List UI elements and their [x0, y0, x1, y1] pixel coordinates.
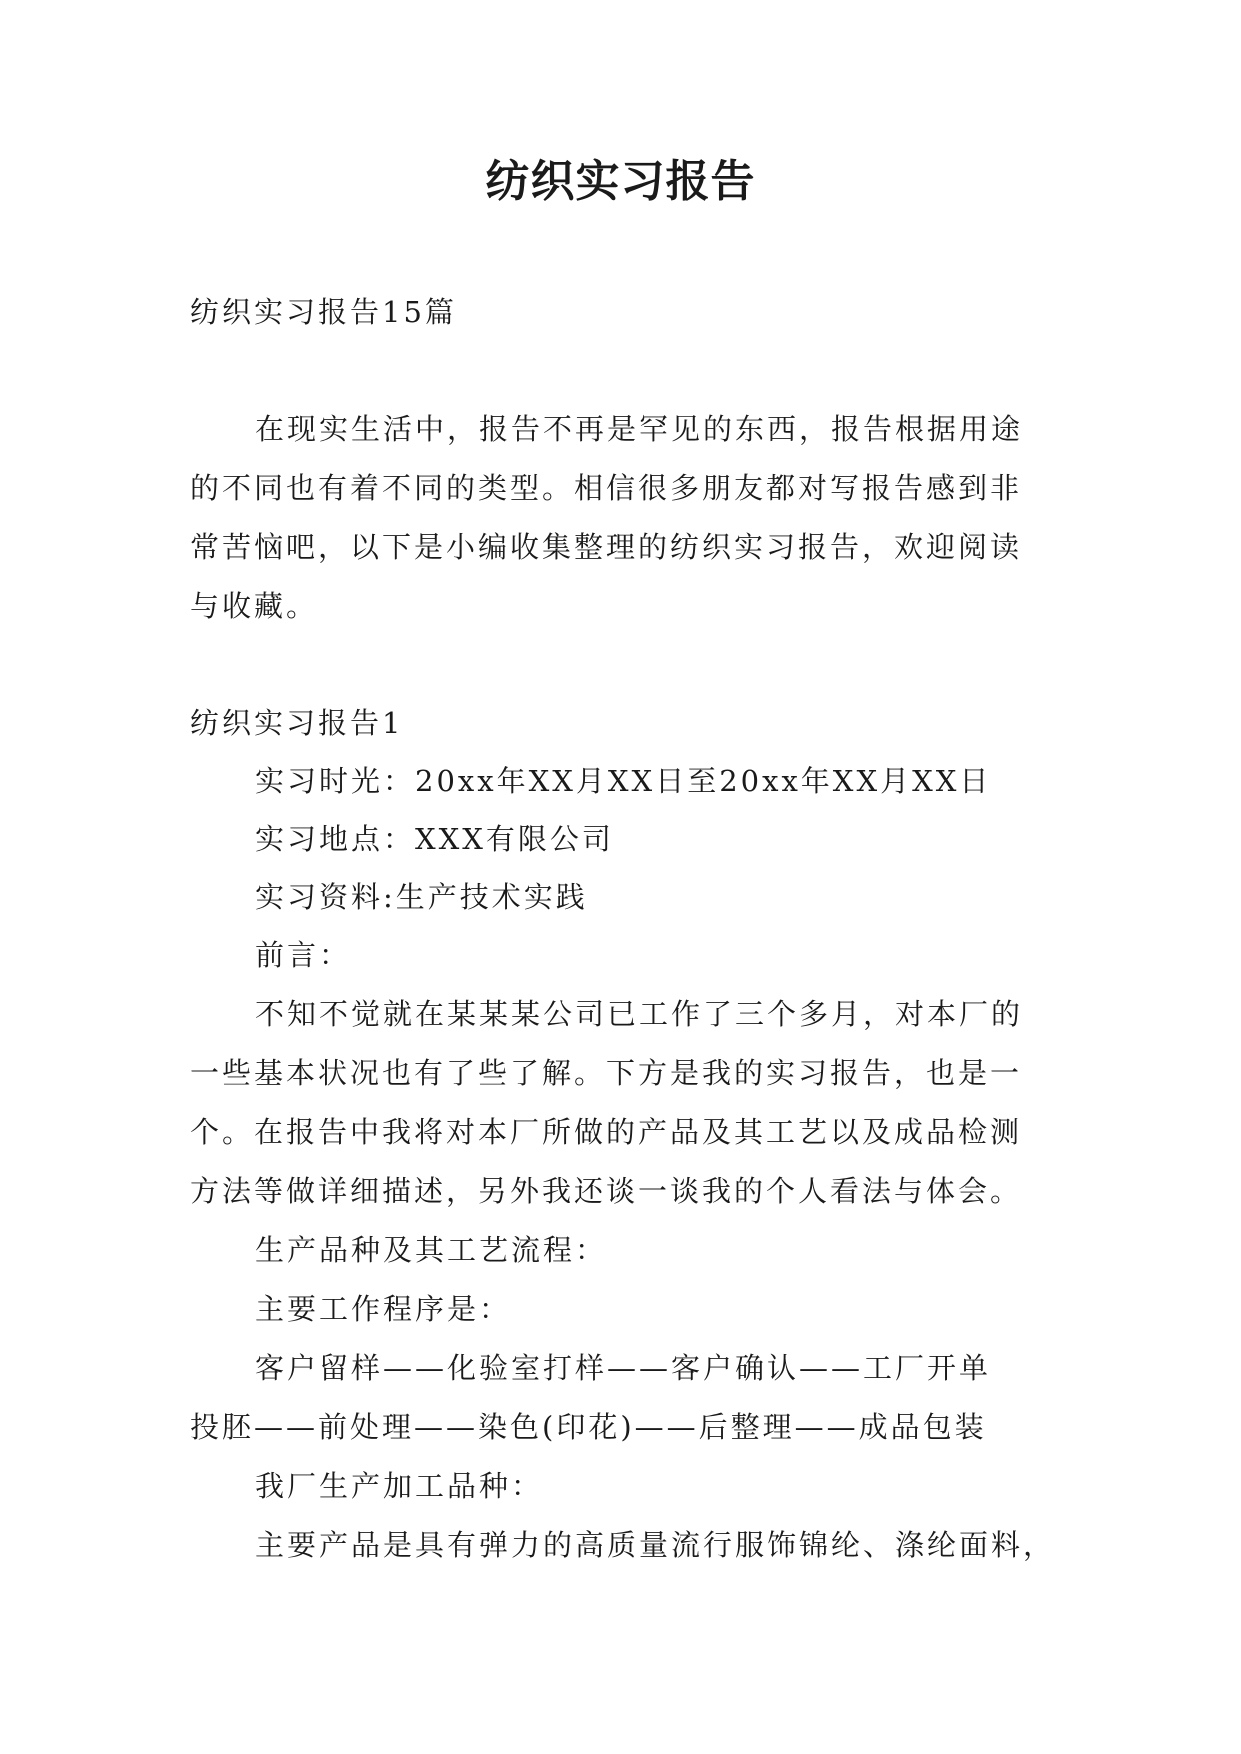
- preface-line-4: 方法等做详细描述，另外我还谈一谈我的个人看法与体会。: [190, 1174, 1023, 1208]
- preface-line-1: 不知不觉就在某某某公司已工作了三个多月，对本厂的: [255, 997, 1024, 1031]
- procedure-line-1: 客户留样——化验室打样——客户确认——工厂开单: [255, 1351, 992, 1385]
- preface-line-2: 一些基本状况也有了些了解。下方是我的实习报告，也是一: [190, 1056, 1023, 1090]
- internship-time: 实习时光：20xx年XX月XX日至20xx年XX月XX日: [255, 764, 992, 798]
- products-line: 主要产品是具有弹力的高质量流行服饰锦纶、涤纶面料，: [255, 1528, 1056, 1562]
- intro-line-2: 的不同也有着不同的类型。相信很多朋友都对写报告感到非: [190, 471, 1023, 505]
- process-heading: 生产品种及其工艺流程：: [255, 1233, 608, 1267]
- intro-line-1: 在现实生活中，报告不再是罕见的东西，报告根据用途: [255, 412, 1024, 446]
- intro-line-3: 常苦恼吧，以下是小编收集整理的纺织实习报告，欢迎阅读: [190, 530, 1023, 564]
- preface-line-3: 个。在报告中我将对本厂所做的产品及其工艺以及成品检测: [190, 1115, 1023, 1149]
- section-heading: 纺织实习报告1: [190, 706, 404, 740]
- procedure-line-2: 投胚——前处理——染色(印花)——后整理——成品包装: [190, 1410, 987, 1444]
- preface-label: 前言：: [255, 938, 352, 972]
- internship-place: 实习地点：XXX有限公司: [255, 822, 614, 856]
- main-procedure-label: 主要工作程序是：: [255, 1292, 512, 1326]
- page-title: 纺织实习报告: [485, 156, 756, 207]
- subtitle: 纺织实习报告15篇: [190, 295, 457, 329]
- products-heading: 我厂生产加工品种：: [255, 1469, 544, 1503]
- internship-material: 实习资料:生产技术实践: [255, 880, 588, 914]
- intro-line-4: 与收藏。: [190, 589, 319, 623]
